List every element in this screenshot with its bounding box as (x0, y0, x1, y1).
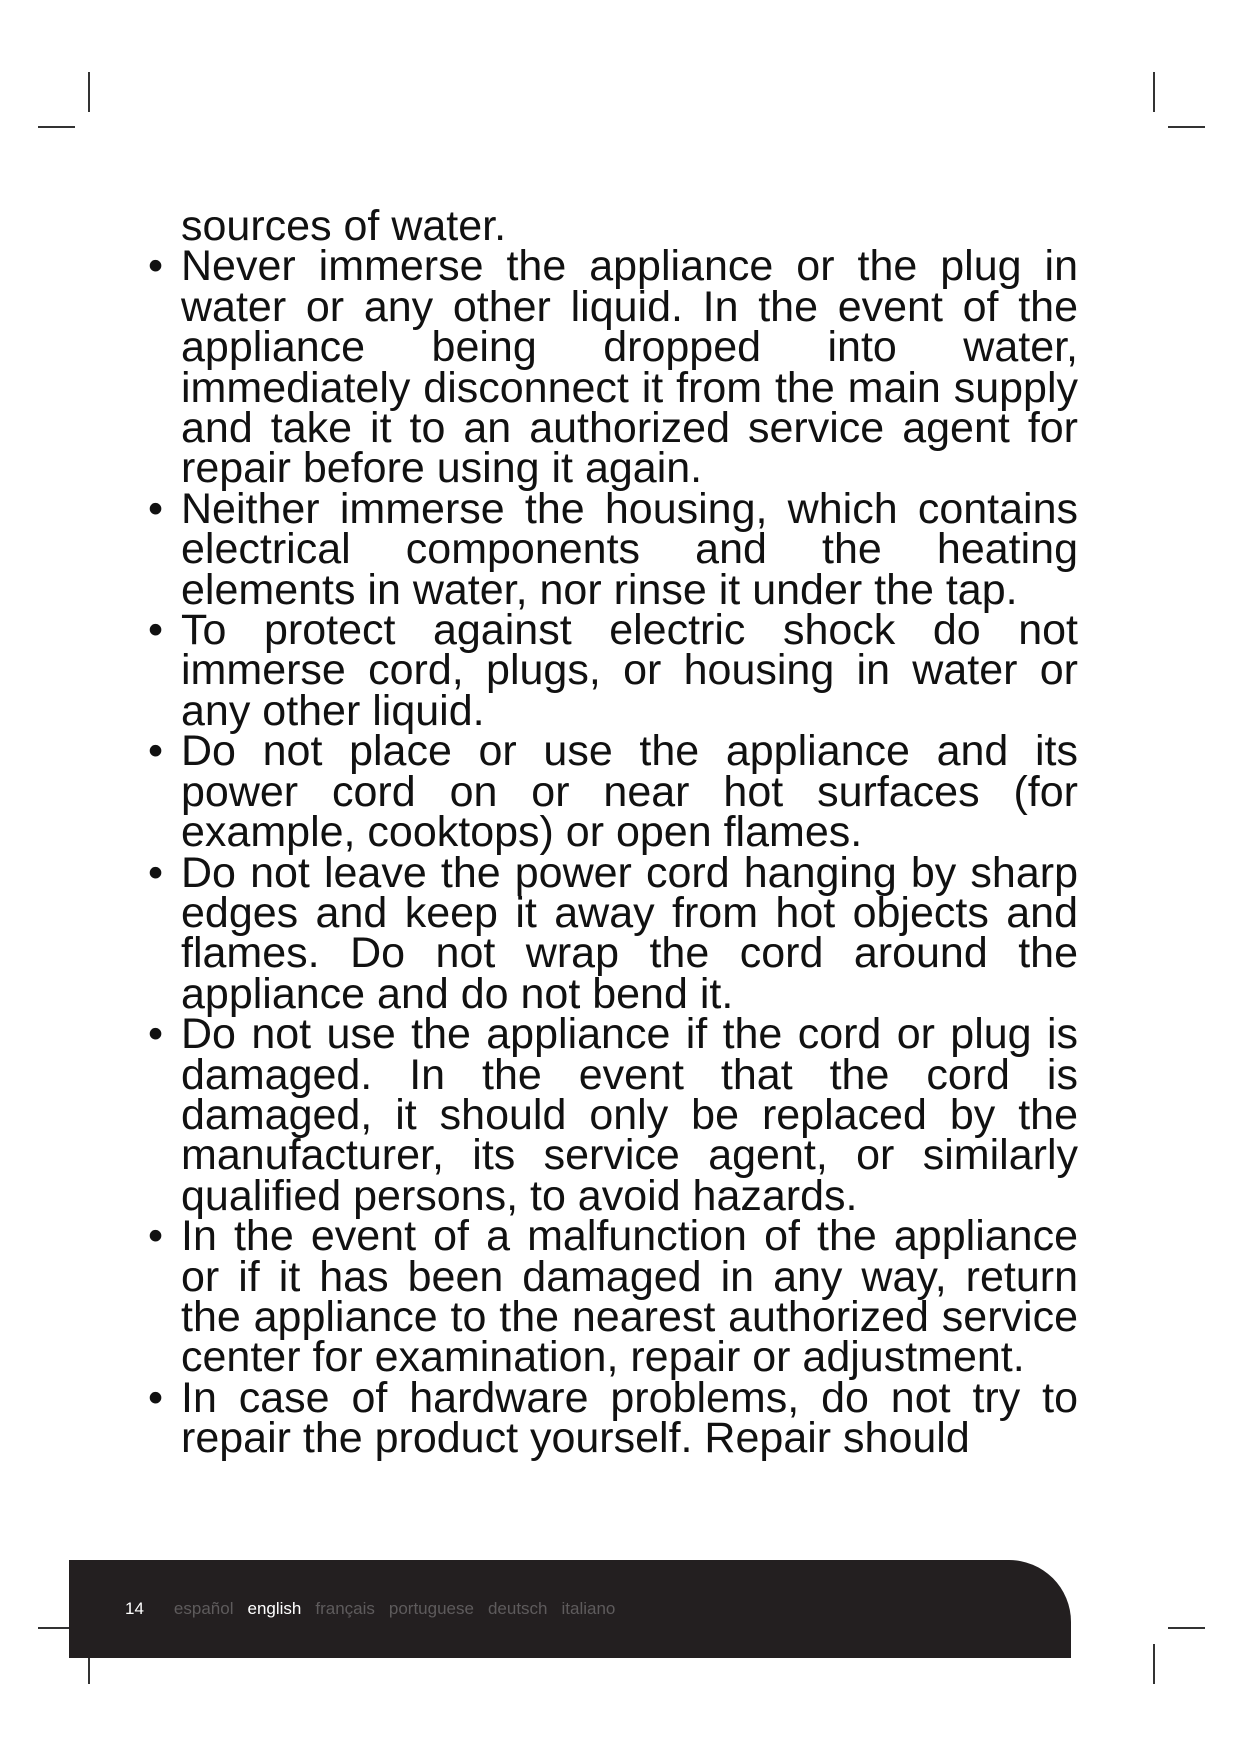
language-option: english (247, 1599, 302, 1618)
crop-mark-top-left-horizontal (38, 126, 75, 128)
language-option: français (315, 1599, 375, 1618)
bullet-item (148, 848, 1078, 1018)
bullet-icon: • (148, 606, 164, 655)
language-list (174, 1599, 615, 1619)
bullet-icon: • (148, 848, 164, 897)
language-option: deutsch (487, 1599, 548, 1618)
bullet-icon: • (148, 727, 164, 776)
bullet-text: Do not leave the power cord hanging by sharp edges and keep it away from hot objects and flames. Do not wrap the cord around the appliance and do not bend it. (181, 848, 1078, 1018)
language-option: portuguese (388, 1599, 474, 1618)
bullet-text: In case of hardware problems, do not try to repair the product yourself. Repair should (181, 1373, 1078, 1463)
crop-mark-top-right-vertical (1153, 72, 1155, 112)
bullet-icon: • (148, 1010, 164, 1059)
bullet-text: Do not place or use the appliance and its power cord on or near hot surfaces (for example, cooktops) or open flames. (181, 727, 1078, 857)
crop-mark-bottom-right-horizontal (1168, 1627, 1205, 1629)
bullet-text: Do not use the appliance if the cord or plug is damaged. In the event that the cord is damaged, it should only be replaced by the manufacturer, its service agent, or similarly qualified persons, to avoid hazards. (181, 1010, 1078, 1220)
bullet-text: Never immerse the appliance or the plug in water or any other liquid. In the event of the appliance being dropped into water, immediately disconnect it from the main supply and take it to an authorized service agent for repair before using it again. (181, 242, 1078, 493)
crop-mark-bottom-right-vertical (1153, 1644, 1155, 1684)
bullet-list (148, 242, 1078, 1463)
bullet-item (148, 606, 1078, 735)
bullet-icon: • (148, 484, 164, 533)
continuation-line: sources of water. (181, 202, 507, 250)
language-option: español (173, 1599, 234, 1618)
bullet-text: Neither immerse the housing, which contains electrical components and the heating elements in water, nor rinse it under the tap. (181, 484, 1078, 614)
bullet-icon: • (148, 1212, 164, 1261)
crop-mark-top-right-horizontal (1168, 126, 1205, 128)
bullet-item (148, 1373, 1078, 1463)
bullet-item (148, 242, 1078, 493)
language-option: italiano (561, 1599, 616, 1618)
bullet-item (148, 1212, 1078, 1382)
crop-mark-top-left-vertical (88, 72, 90, 112)
bullet-icon: • (148, 242, 164, 291)
bullet-item (148, 484, 1078, 614)
bullet-text: In the event of a malfunction of the appliance or if it has been damaged in any way, return the appliance to the nearest authorized service center for examination, repair or adjustment. (181, 1212, 1078, 1382)
page-number: 14 (125, 1599, 144, 1618)
bullet-item (148, 727, 1078, 857)
footer-bar (69, 1560, 1071, 1658)
bullet-item (148, 1010, 1078, 1220)
safety-instructions-text (148, 202, 1078, 1463)
bullet-text: To protect against electric shock do not immerse cord, plugs, or housing in water or any other liquid. (181, 606, 1078, 735)
bullet-icon: • (148, 1373, 164, 1422)
